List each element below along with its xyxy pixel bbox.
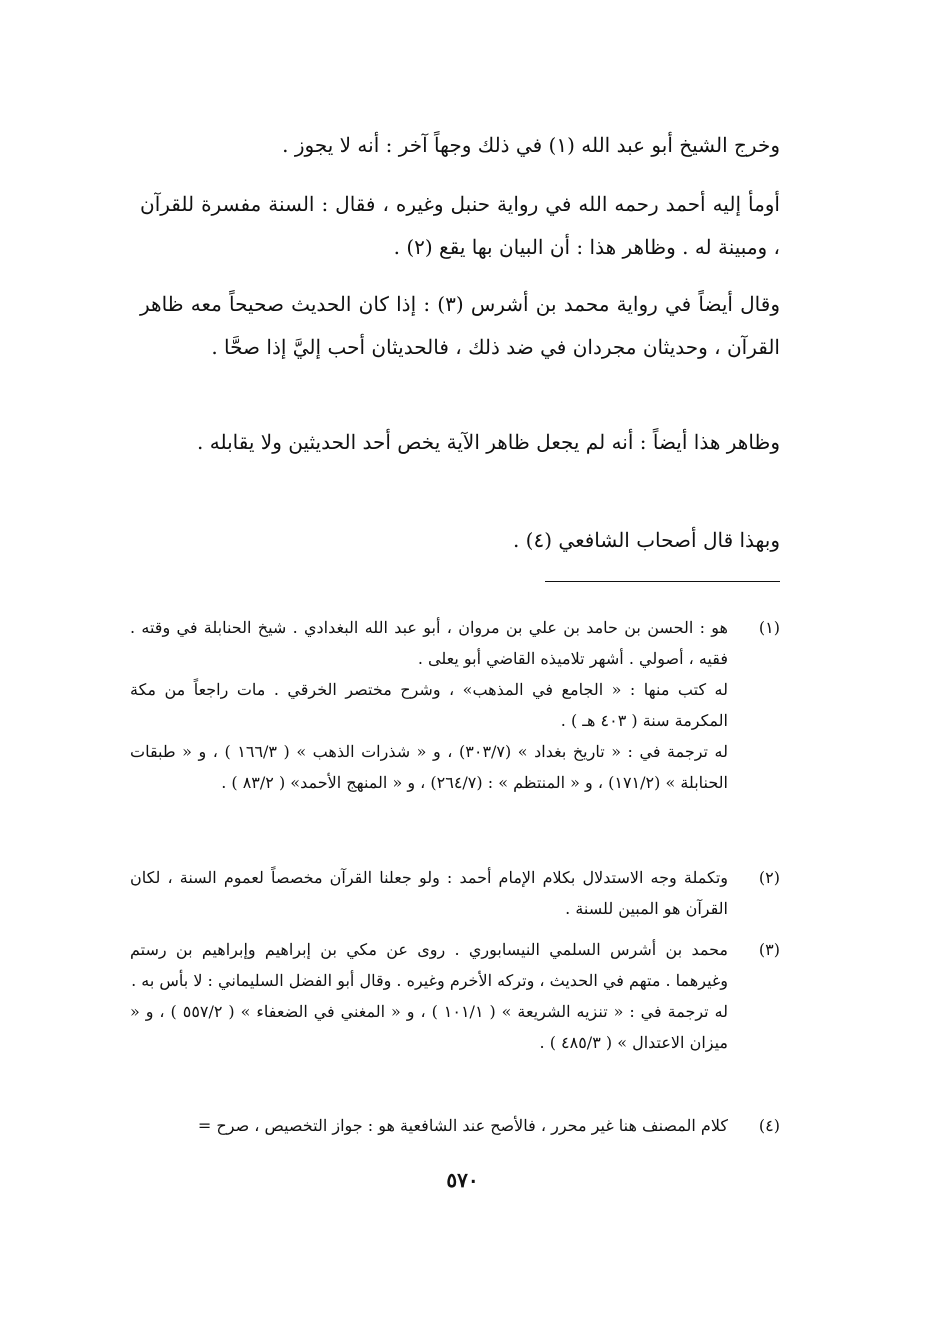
footnote-separator (545, 581, 780, 582)
footnote-line: له كتب منها : « الجامع في المذهب» ، وشرح مختصر الخرقي . مات راجعاً من مكة المكرمة سنة ( ٤٠٣ هـ ) . (130, 680, 728, 730)
footnote-line: هو : الحسن بن حامد بن علي بن مروان ، أبو عبد الله البغدادي . شيخ الحنابلة في وقته . فقيه ، أصولي . أشهر تلاميذه القاضي أبو يعلى . (130, 618, 728, 668)
footnote-line: محمد بن أشرس السلمي النيسابوري . روى عن مكي بن إبراهيم وإبراهيم بن رستم وغيرهما . متهم في الحديث ، وتركه الأخرم وغيره . وقال أبو الفضل السليماني : لا بأس به . (130, 940, 728, 990)
footnote-line: له ترجمة في : « تنزيه الشريعة » ( ١٠١/١ ) ، و « المغني في الضعفاء » ( ٥٥٧/٢ ) ، و « ميزان الاعتدال » ( ٤٨٥/٣ ) . (130, 1002, 729, 1052)
paragraph-3: وقال أيضاً في رواية محمد بن أشرس (٣) : إذا كان الحديث صحيحاً معه ظاهر القرآن ، وحديثان مجردان في ضد ذلك ، فالحديثان أحب إليَّ إذا صحَّا . (140, 292, 780, 359)
paragraph-4: وظاهر هذا أيضاً : أنه لم يجعل ظاهر الآية يخص أحد الحديثين ولا يقابله . (197, 430, 780, 454)
footnote-line: كلام المصنف هنا غير محرر ، فالأصح عند الشافعية هو : جواز التخصيص ، صرح = (197, 1116, 728, 1135)
footnote-line: له ترجمة في : « تاريخ بغداد » (٣٠٣/٧) ، و « شذرات الذهب » ( ١٦٦/٣ ) ، و « طبقات الحنابلة » (١٧١/٢) ، و « المنتظم » : (٢٦٤/٧) ، و « المنهج الأحمد» ( ٨٣/٢ ) . (130, 742, 729, 792)
footnote-3 (130, 934, 780, 1058)
footnote-1 (130, 612, 780, 798)
paragraph-2: أومأ إليه أحمد رحمه الله في رواية حنبل وغيره ، فقال : السنة مفسرة للقرآن ، ومبينة له . وظاهر هذا : أن البيان بها يقع (٢) . (140, 192, 780, 259)
footnote-number: (١) (758, 618, 780, 637)
footnote-2 (130, 862, 780, 924)
paragraph-5: وبهذا قال أصحاب الشافعي (٤) . (512, 528, 780, 552)
footnote-number: (٢) (758, 868, 780, 887)
footnote-number: (٣) (758, 940, 780, 959)
paragraph-1: وخرج الشيخ أبو عبد الله (١) في ذلك وجهاً آخر : أنه لا يجوز . (282, 133, 780, 157)
footnote-4 (130, 1110, 780, 1141)
footnote-number: (٤) (758, 1116, 780, 1135)
footnote-line: وتكملة وجه الاستدلال بكلام الإمام أحمد : ولو جعلنا القرآن مخصصاً لعموم السنة ، لكان القرآن هو المبين للسنة . (130, 868, 728, 918)
page-number: ٥٧٠ (446, 1168, 479, 1192)
